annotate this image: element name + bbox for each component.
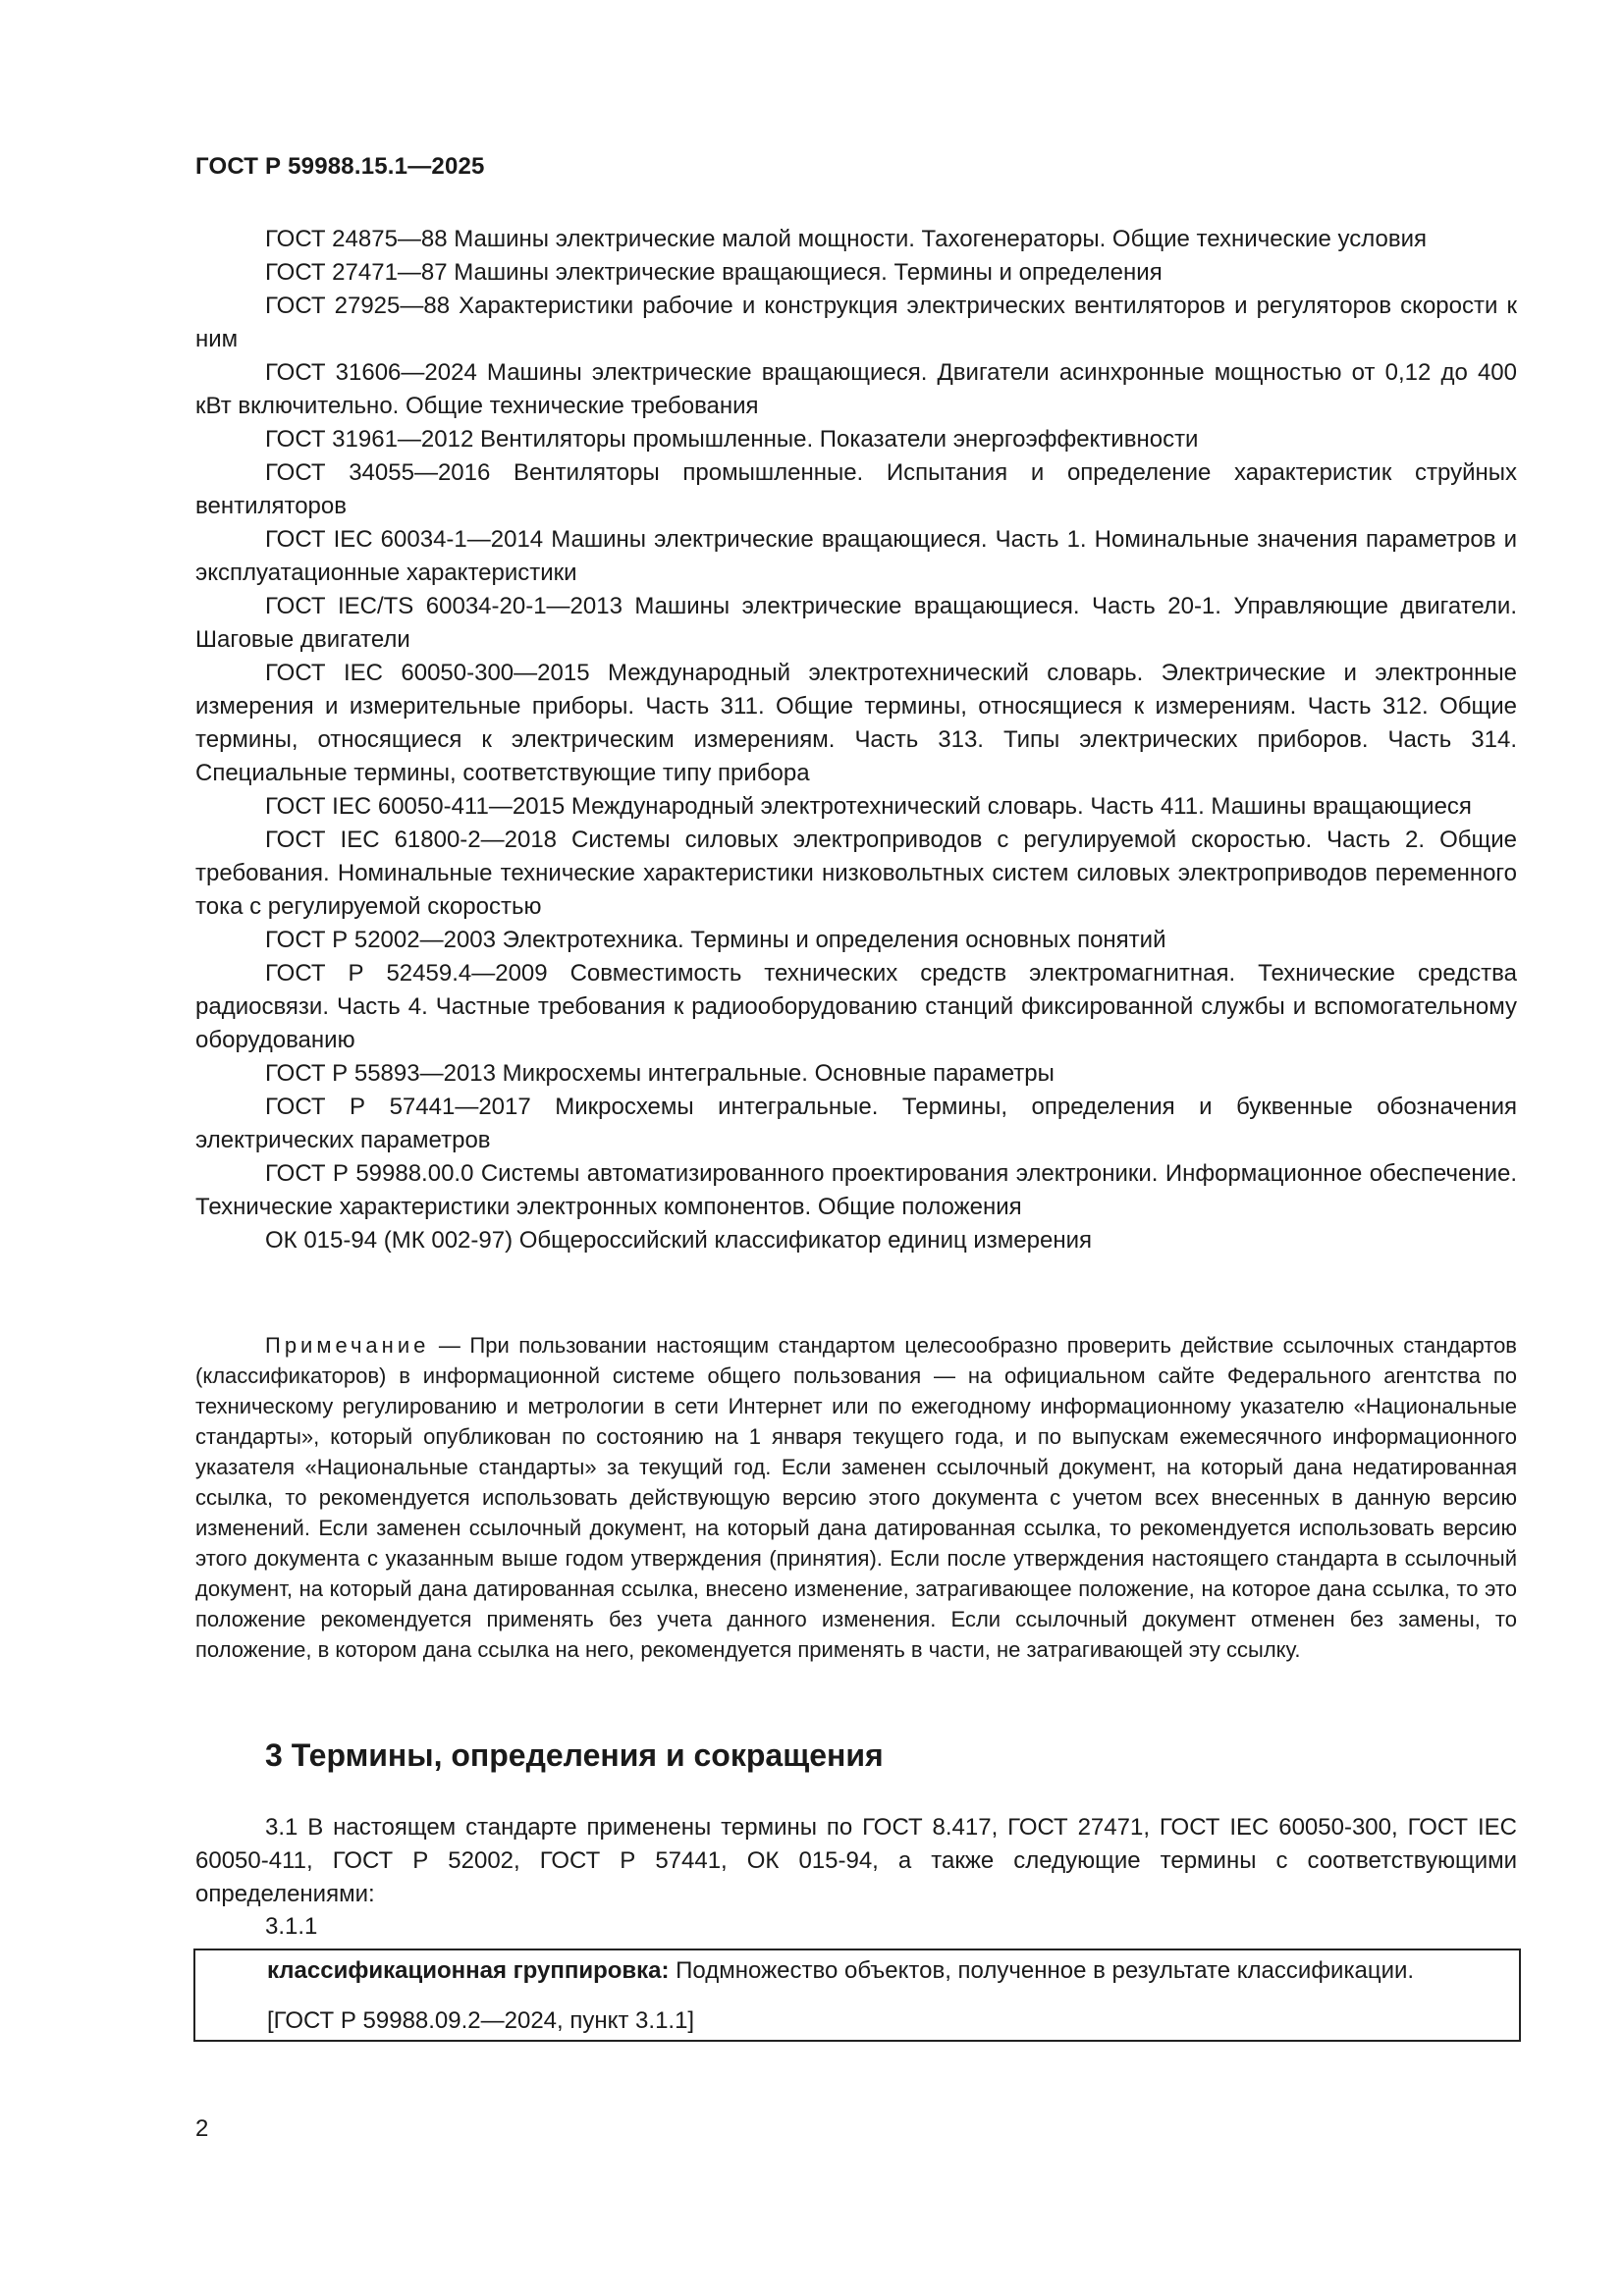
term-source: [ГОСТ Р 59988.09.2—2024, пункт 3.1.1]: [267, 2007, 695, 2034]
reference-item: ГОСТ 27471—87 Машины электрические вращающиеся. Термины и определения: [265, 259, 1163, 286]
note-label: Примечание: [265, 1333, 430, 1358]
section-title: 3 Термины, определения и сокращения: [265, 1737, 884, 1773]
note-text: При пользовании настоящим стандартом целесообразно проверить действие ссылочных стандартов (классификаторов) в информационной системе общего пользования — на официальном сайте Федерального агентства по техническому регулированию и метрологии в сети Интернет или по ежегодному информационному указателю «Национальные стандарты», который опубликован по состоянию на 1 января текущего года, и по выпускам ежемесячного информационного указателя «Национальные стандарты» за текущий год. Если заменен ссылочный документ, на который дана недатированная ссылка, то рекомендуется использовать действующую версию этого документа с учетом всех внесенных в данную версию изменений. Если заменен ссылочный документ, на который дана датированная ссылка, то рекомендуется использовать версию этого документа с указанным выше годом утверждения (принятия). Если после утверждения настоящего стандарта в ссылочный документ, на который дана датированная ссылка, внесено изменение, затрагивающее положение, на которое дана ссылка, то это положение рекомендуется применять без учета данного изменения. Если ссылочный документ отменен без замены, то положение, в котором дана ссылка на него, рекомендуется применять в части, не затрагивающей эту ссылку.: [195, 1333, 1517, 1662]
term-definition-box: [193, 1949, 1521, 2042]
reference-item: ГОСТ 31606—2024 Машины электрические вращающиеся. Двигатели асинхронные мощностью от 0,12 до 400 кВт включительно. Общие технические требования: [195, 359, 1517, 419]
reference-item: ГОСТ 34055—2016 Вентиляторы промышленные. Испытания и определение характеристик струйных вентиляторов: [195, 459, 1517, 519]
reference-item: ГОСТ IEC/TS 60034-20-1—2013 Машины электрические вращающиеся. Часть 20-1. Управляющие двигатели. Шаговые двигатели: [195, 593, 1517, 653]
reference-item: ГОСТ Р 59988.00.0 Системы автоматизированного проектирования электроники. Информационное обеспечение. Технические характеристики электронных компонентов. Общие положения: [195, 1160, 1517, 1220]
normative-references-list: [195, 223, 1517, 1257]
reference-item: ГОСТ Р 52002—2003 Электротехника. Термины и определения основных понятий: [265, 927, 1166, 953]
term-definition-paragraph: [197, 1954, 1513, 1988]
reference-item: ОК 015-94 (МК 002-97) Общероссийский классификатор единиц измерения: [265, 1227, 1092, 1254]
term-number: 3.1.1: [265, 1913, 318, 1940]
reference-item: ГОСТ 24875—88 Машины электрические малой мощности. Тахогенераторы. Общие технические условия: [265, 226, 1427, 252]
page-number: 2: [195, 2115, 209, 2142]
reference-item: ГОСТ IEC 60050-300—2015 Международный электротехнический словарь. Электрические и электронные измерения и измерительные приборы. Часть 311. Общие термины, относящиеся к измерениям. Часть 312. Общие термины, относящиеся к электрическим измерениям. Часть 313. Типы электрических приборов. Часть 314. Специальные термины, соответствующие типу прибора: [195, 660, 1517, 786]
note-paragraph: [195, 1330, 1517, 1665]
reference-item: ГОСТ Р 55893—2013 Микросхемы интегральные. Основные параметры: [265, 1060, 1055, 1087]
note-dash: —: [429, 1333, 470, 1358]
reference-item: ГОСТ 31961—2012 Вентиляторы промышленные. Показатели энергоэффективности: [265, 426, 1199, 453]
reference-item: ГОСТ 27925—88 Характеристики рабочие и конструкция электрических вентиляторов и регуляторов скорости к ним: [195, 293, 1517, 352]
section-intro: [195, 1811, 1517, 1911]
reference-item: ГОСТ IEC 60034-1—2014 Машины электрические вращающиеся. Часть 1. Номинальные значения параметров и эксплуатационные характеристики: [195, 526, 1517, 586]
term-definition: [197, 1954, 1513, 1988]
document-header: ГОСТ Р 59988.15.1—2025: [195, 153, 485, 180]
section-intro-text: 3.1 В настоящем стандарте применены термины по ГОСТ 8.417, ГОСТ 27471, ГОСТ IEC 60050-300, ГОСТ IEC 60050-411, ГОСТ Р 52002, ГОСТ Р 57441, ОК 015-94, а также следующие термины с соответствующими определениями:: [195, 1814, 1517, 1907]
reference-item: ГОСТ IEC 60050-411—2015 Международный электротехнический словарь. Часть 411. Машины вращающиеся: [265, 793, 1472, 820]
note-block: [195, 1330, 1517, 1665]
reference-item: ГОСТ Р 52459.4—2009 Совместимость технических средств электромагнитная. Технические средства радиосвязи. Часть 4. Частные требования к радиооборудованию станций фиксированной службы и вспомогательному оборудованию: [195, 960, 1517, 1053]
reference-item: ГОСТ IEC 61800-2—2018 Системы силовых электроприводов с регулируемой скоростью. Часть 2. Общие требования. Номинальные технические характеристики низковольтных систем силовых электроприводов переменного тока с регулируемой скоростью: [195, 827, 1517, 920]
term-definition-text: Подмножество объектов, полученное в результате классификации.: [669, 1957, 1415, 1984]
reference-item: ГОСТ Р 57441—2017 Микросхемы интегральные. Термины, определения и буквенные обозначения электрических параметров: [195, 1094, 1517, 1153]
term-name: классификационная группировка:: [267, 1957, 670, 1984]
